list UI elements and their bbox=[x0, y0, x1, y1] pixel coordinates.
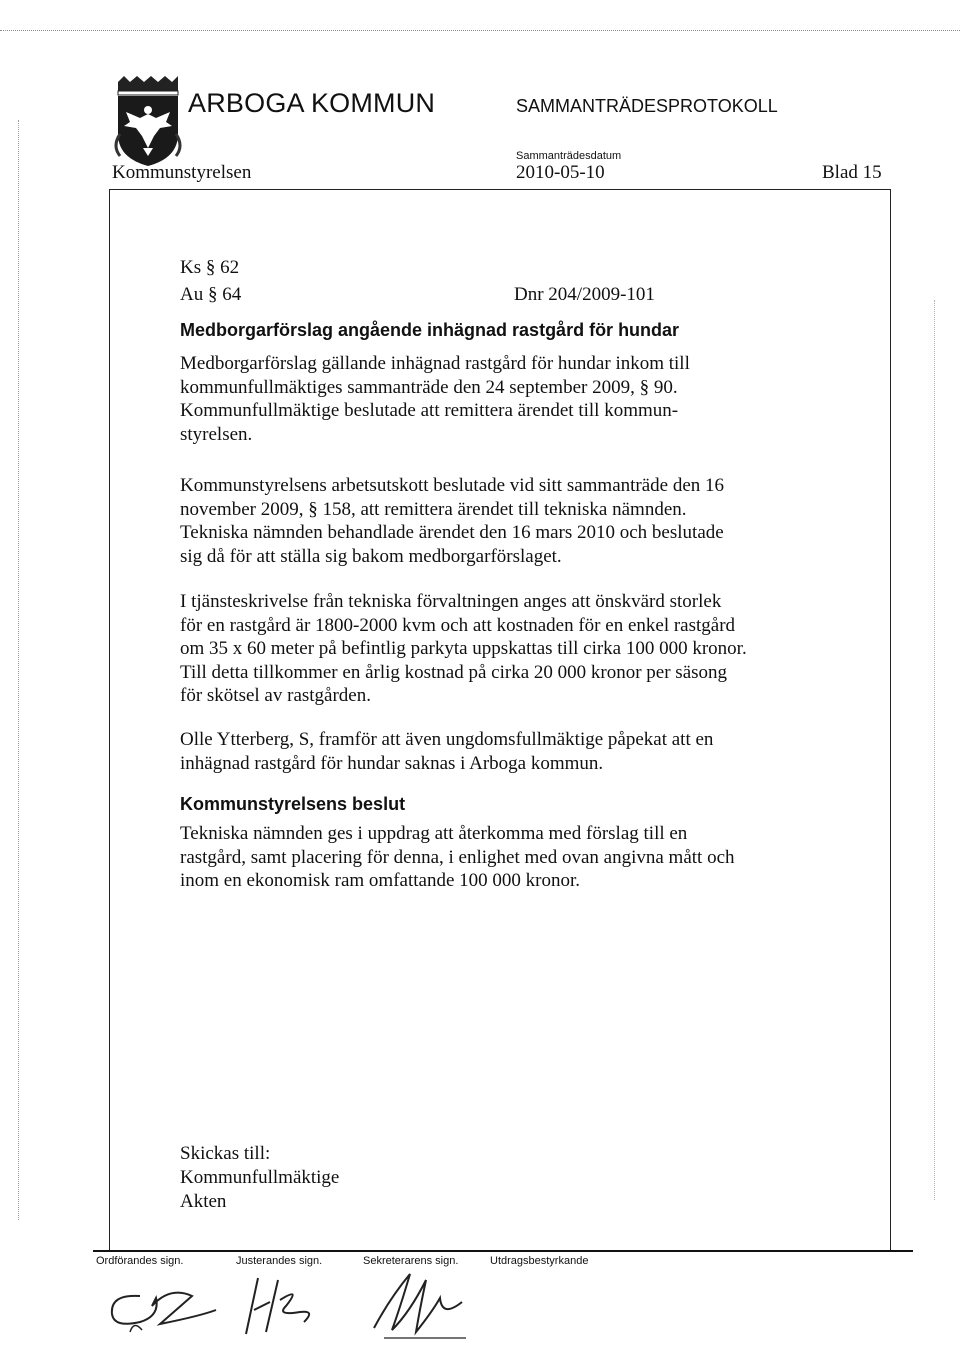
chair-signature bbox=[100, 1276, 220, 1336]
scan-noise-left bbox=[18, 120, 19, 1220]
recipient: Akten bbox=[180, 1191, 227, 1212]
text-line: Medborgarförslag gällande inhägnad rastgård för hundar inkom till bbox=[180, 353, 690, 374]
department-name: Kommunstyrelsen bbox=[112, 162, 252, 183]
decision-text bbox=[180, 822, 820, 893]
text-line: I tjänsteskrivelse från tekniska förvaltningen anges att önskvärd storlek bbox=[180, 591, 722, 612]
paragraph-committee bbox=[180, 474, 820, 568]
text-line: Olle Ytterberg, S, framför att även ungdomsfullmäktige påpekat att en bbox=[180, 729, 714, 750]
verifier-signature-label: Justerandes sign. bbox=[236, 1255, 323, 1267]
document-type: SAMMANTRÄDESPROTOKOLL bbox=[516, 96, 778, 116]
text-line: Kommunfullmäktige beslutade att remittera ärendet till kommun- bbox=[180, 400, 679, 422]
text-line: Tekniska nämnden ges i uppdrag att återkomma med förslag till en bbox=[180, 823, 688, 844]
text-line: Kommunstyrelsens arbetsutskott beslutade vid sitt sammanträde den 16 bbox=[180, 475, 725, 496]
paragraph-background bbox=[180, 352, 820, 446]
arboga-coat-of-arms-icon bbox=[110, 76, 186, 166]
extract-certification-label: Utdragsbestyrkande bbox=[490, 1255, 589, 1267]
sent-to-label: Skickas till: bbox=[180, 1143, 271, 1164]
meeting-date: 2010-05-10 bbox=[516, 162, 605, 183]
text-line: rastgård, samt placering för denna, i enlighet med ovan angivna mått och bbox=[180, 846, 735, 868]
page-number: Blad 15 bbox=[822, 162, 882, 183]
text-line: för en rastgård är 1800-2000 kvm och att kostnaden för en enkel rastgård bbox=[180, 614, 736, 636]
text-line: Till detta tillkommer en årlig kostnad på cirka 20 000 kronor per säsong bbox=[180, 661, 728, 683]
paragraph-statement bbox=[180, 728, 820, 775]
au-reference: Au § 64 bbox=[180, 284, 242, 305]
text-line: kommunfullmäktiges sammanträde den 24 september 2009, § 90. bbox=[180, 376, 678, 398]
paragraph-cost bbox=[180, 590, 820, 708]
ks-reference: Ks § 62 bbox=[180, 257, 240, 278]
scan-noise-top bbox=[0, 30, 960, 31]
case-title: Medborgarförslag angående inhägnad rastgård för hundar bbox=[180, 320, 680, 340]
text-line: sig då för att ställa sig bakom medborgarförslaget. bbox=[180, 545, 562, 567]
text-line: om 35 x 60 meter på befintlig parkyta uppskattas till cirka 100 000 kronor. bbox=[180, 638, 747, 660]
decision-heading: Kommunstyrelsens beslut bbox=[180, 794, 406, 814]
text-line: Tekniska nämnden behandlade ärendet den 16 mars 2010 och beslutade bbox=[180, 522, 724, 544]
recipient: Kommunfullmäktige bbox=[180, 1167, 340, 1188]
organization-name: ARBOGA KOMMUN bbox=[188, 88, 436, 118]
text-line: inom en ekonomisk ram omfattande 100 000 kronor. bbox=[180, 870, 580, 892]
secretary-signature-label: Sekreterarens sign. bbox=[363, 1255, 459, 1267]
text-line: inhägnad rastgård för hundar saknas i Arboga kommun. bbox=[180, 752, 604, 774]
verifier-signature bbox=[240, 1272, 320, 1336]
scan-noise-right bbox=[934, 300, 935, 1200]
secretary-signature bbox=[370, 1268, 470, 1340]
text-line: för skötsel av rastgården. bbox=[180, 685, 371, 707]
text-line: styrelsen. bbox=[180, 423, 253, 445]
chair-signature-label: Ordförandes sign. bbox=[96, 1255, 184, 1267]
meeting-date-label: Sammanträdesdatum bbox=[516, 150, 622, 162]
content-frame bbox=[109, 189, 891, 1251]
text-line: november 2009, § 158, att remittera ärendet till tekniska nämnden. bbox=[180, 498, 687, 520]
diary-number: Dnr 204/2009-101 bbox=[514, 284, 655, 305]
